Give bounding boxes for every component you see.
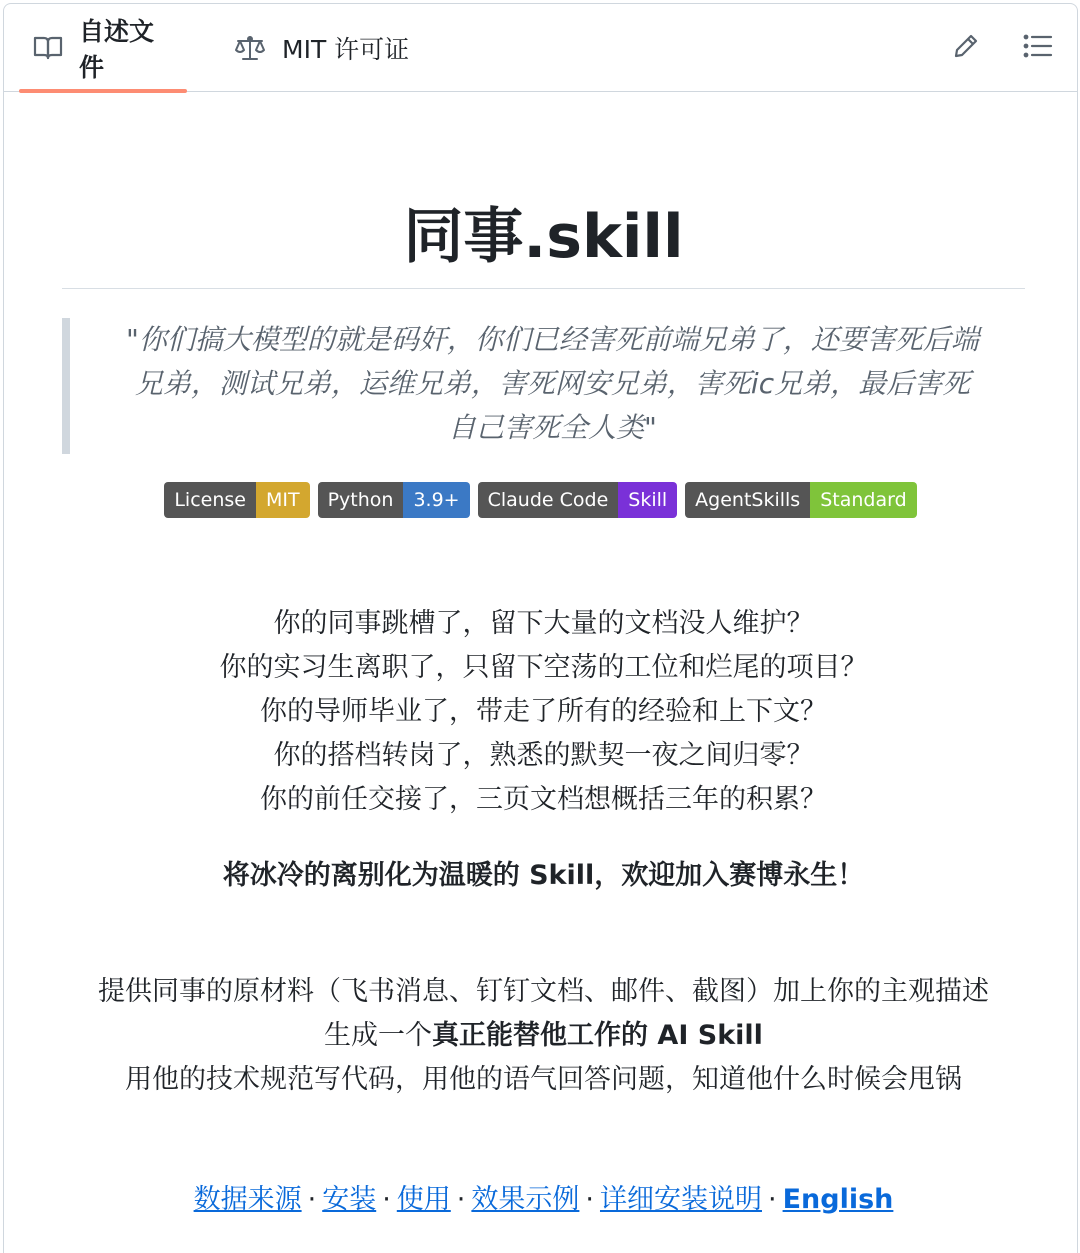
- description-emphasis: 真正能替他工作的 AI Skill: [432, 1020, 763, 1051]
- page-title: 同事.skill: [403, 202, 684, 272]
- license-badge[interactable]: [164, 482, 309, 518]
- badge-label: Claude Code: [478, 482, 619, 518]
- badge-value: MIT: [256, 482, 310, 518]
- link-data-source[interactable]: 数据来源: [193, 1184, 302, 1215]
- link-separator: ·: [456, 1184, 466, 1215]
- link-separator: ·: [307, 1184, 317, 1215]
- tab-readme[interactable]: [19, 4, 187, 92]
- scale-icon: [234, 34, 266, 62]
- link-separator: ·: [767, 1184, 777, 1215]
- readme-panel: [3, 3, 1078, 1253]
- link-separator: ·: [382, 1184, 391, 1215]
- tab-readme-label: 自述文件: [79, 17, 155, 82]
- active-tab-indicator: [19, 89, 187, 93]
- badge-row: [4, 482, 1077, 518]
- description: [62, 970, 1025, 1102]
- agentskills-badge[interactable]: [685, 482, 916, 518]
- badge-label: Python: [318, 482, 404, 518]
- description-line: 用他的技术规范写代码，用他的语气回答问题，知道他什么时候会甩锅: [125, 1064, 962, 1095]
- quote-line: "你们搞大模型的就是码奸，你们已经害死前端兄弟了，还要害死后端: [126, 323, 979, 356]
- quote-line: 兄弟，测试兄弟，运维兄弟，害死网安兄弟，害死ic兄弟，最后害死: [134, 367, 971, 400]
- question-line: 你的导师毕业了，带走了所有的经验和上下文？: [260, 696, 827, 727]
- question-line: 你的搭档转岗了，熟悉的默契一夜之间归零？: [273, 740, 814, 771]
- link-english[interactable]: English: [782, 1184, 894, 1215]
- title-divider: [62, 288, 1025, 289]
- link-examples[interactable]: 效果示例: [471, 1184, 580, 1215]
- outline-button[interactable]: [1018, 28, 1058, 68]
- description-line: 提供同事的原材料（飞书消息、钉钉文档、邮件、截图）加上你的主观描述: [98, 976, 989, 1007]
- question-line: 你的前任交接了，三页文档想概括三年的积累？: [260, 784, 827, 815]
- quote-line: 自己害死全人类": [448, 411, 657, 444]
- badge-value: 3.9+: [403, 482, 469, 518]
- description-line: [62, 1014, 1025, 1058]
- book-icon: [33, 35, 63, 61]
- link-usage[interactable]: 使用: [396, 1184, 451, 1215]
- link-install[interactable]: 安装: [322, 1184, 377, 1215]
- link-separator: ·: [585, 1184, 594, 1215]
- tab-license-label: MIT 许可证: [282, 35, 410, 64]
- pencil-icon: [952, 32, 980, 64]
- tab-license[interactable]: [226, 4, 417, 92]
- link-detailed-install[interactable]: 详细安装说明: [599, 1184, 762, 1215]
- question-list: [62, 602, 1025, 822]
- edit-file-button[interactable]: [946, 28, 986, 68]
- badge-label: License: [164, 482, 256, 518]
- section-links: [62, 1178, 1025, 1222]
- question-line: 你的实习生离职了，只留下空荡的工位和烂尾的项目？: [219, 652, 868, 683]
- python-badge[interactable]: [318, 482, 470, 518]
- list-icon: [1023, 33, 1053, 63]
- description-text: 生成一个: [324, 1020, 433, 1051]
- badge-value: Skill: [618, 482, 677, 518]
- claude-code-badge[interactable]: [478, 482, 678, 518]
- tagline: 将冰冷的离别化为温暖的 Skill，欢迎加入赛博永生！: [222, 860, 865, 891]
- readme-tab-bar: [4, 4, 1077, 92]
- badge-value: Standard: [810, 482, 916, 518]
- badge-label: AgentSkills: [685, 482, 810, 518]
- question-line: 你的同事跳槽了，留下大量的文档没人维护？: [273, 608, 814, 639]
- blockquote: [62, 318, 1025, 454]
